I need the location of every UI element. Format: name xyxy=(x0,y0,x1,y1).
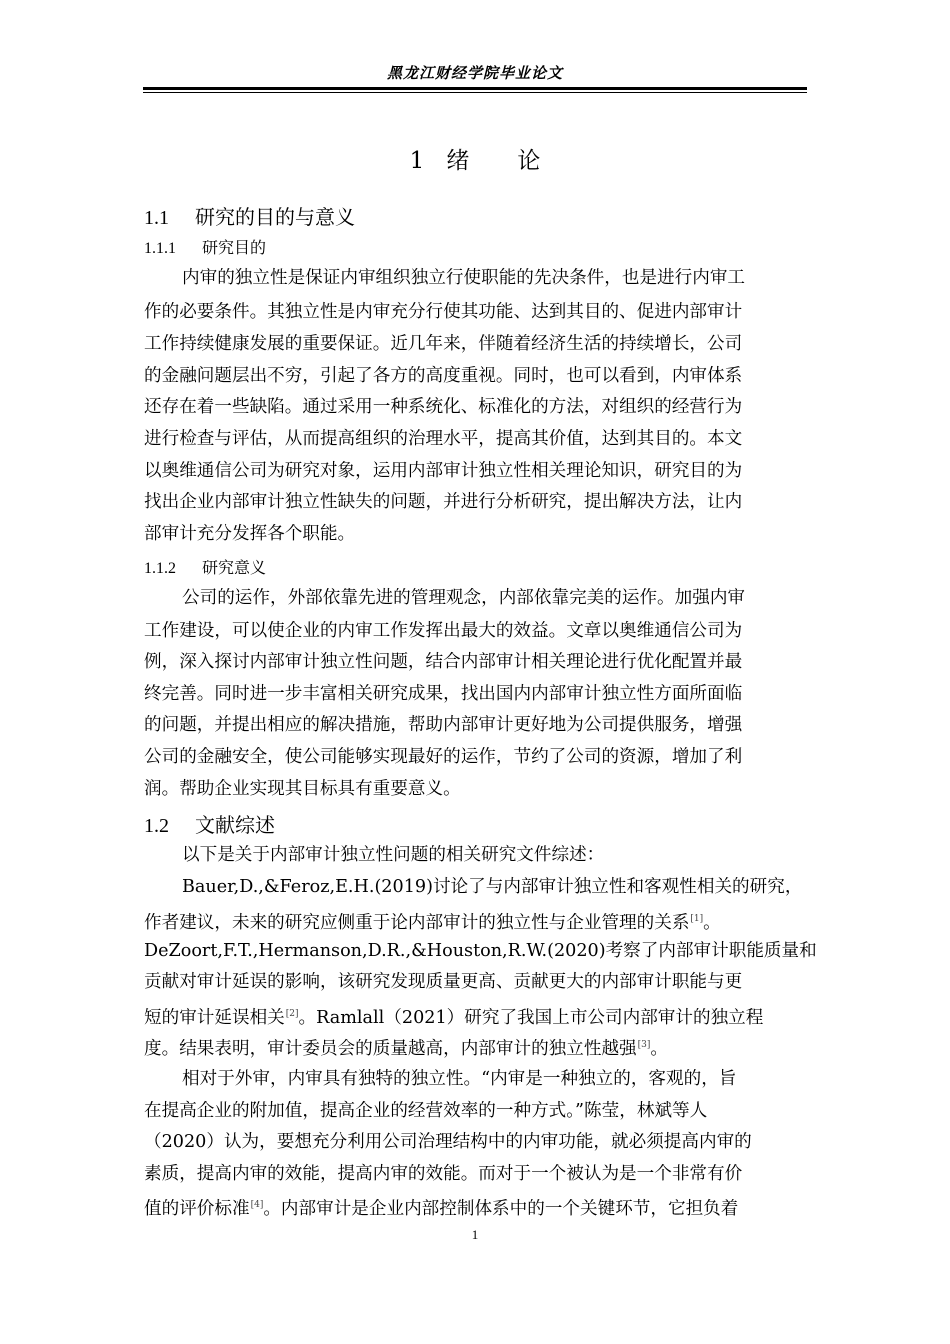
subsection-heading-1-1-2 xyxy=(144,555,266,578)
chapter-heading xyxy=(0,142,950,175)
paragraph-line: 工作建设，可以使企业的内审工作发挥出最大的效益。文章以奥维通信公司为 xyxy=(144,621,743,641)
citation-ref: [1] xyxy=(690,914,704,924)
paragraph-line: 例，深入探讨内部审计独立性问题，结合内部审计相关理论进行优化配置并最 xyxy=(144,652,743,672)
chapter-number: 1 xyxy=(409,148,425,174)
paragraph-line: 内审的独立性是保证内审组织独立行使职能的先决条件，也是进行内审工 xyxy=(182,268,746,288)
section-number: 1.1 xyxy=(144,207,169,229)
citation-ref: [4] xyxy=(250,1200,264,1210)
paragraph-line: 值的评价标准[4]。内部审计是企业内部控制体系中的一个关键环节，它担负着 xyxy=(144,1199,739,1219)
subsection-title: 研究目的 xyxy=(202,238,267,257)
paragraph-line: 还存在着一些缺陷。通过采用一种系统化、标准化的方法，对组织的经营行为 xyxy=(144,397,743,417)
section-title: 文献综述 xyxy=(195,813,275,837)
paragraph-line: 工作持续健康发展的重要保证。近几年来，伴随着经济生活的持续增长，公司 xyxy=(144,334,743,354)
section-number: 1.2 xyxy=(144,815,169,837)
paragraph-line: 度。结果表明，审计委员会的质量越高，内部审计的独立性越强[3]。 xyxy=(144,1039,668,1059)
paragraph-line: 终完善。同时进一步丰富相关研究成果，找出国内内部审计独立性方面所面临 xyxy=(144,684,743,704)
citation-ref: [2] xyxy=(285,1009,299,1019)
header-rule-thick xyxy=(143,87,807,90)
subsection-number: 1.1.1 xyxy=(144,240,176,257)
header-rule-thin xyxy=(143,92,807,93)
paragraph-line: 找出企业内部审计独立性缺失的问题，并进行分析研究，提出解决方法，让内 xyxy=(144,492,743,512)
paragraph-line: 作的必要条件。其独立性是内审充分行使其功能、达到其目的、促进内部审计 xyxy=(144,302,743,322)
paragraph-line: 润。帮助企业实现其目标具有重要意义。 xyxy=(144,779,461,799)
paragraph-line: 以奥维通信公司为研究对象，运用内部审计独立性相关理论知识，研究目的为 xyxy=(144,461,743,481)
section-heading-1-2 xyxy=(144,809,275,838)
subsection-heading-1-1-1 xyxy=(144,235,266,258)
paragraph-line: 公司的金融安全，使公司能够实现最好的运作，节约了公司的资源，增加了利 xyxy=(144,747,743,767)
subsection-number: 1.1.2 xyxy=(144,560,176,577)
chapter-title-part1: 绪 xyxy=(446,148,470,174)
paragraph-line: 公司的运作，外部依靠先进的管理观念，内部依靠完美的运作。加强内审 xyxy=(182,588,746,608)
paragraph-line: 部审计充分发挥各个职能。 xyxy=(144,524,356,544)
chapter-title-part2: 论 xyxy=(517,148,541,174)
subsection-title: 研究意义 xyxy=(202,558,267,577)
paragraph-line: （2020）认为，要想充分利用公司治理结构中的内审功能，就必须提高内审的 xyxy=(144,1132,752,1152)
paragraph-line: 的金融问题层出不穷，引起了各方的高度重视。同时，也可以看到，内审体系 xyxy=(144,366,743,386)
paragraph-line: DeZoort,F.T.,Hermanson,D.R.,&Houston,R.W.(2020)考察了内部审计职能质量和 xyxy=(144,941,817,961)
paragraph-line: Bauer,D.,&Feroz,E.H.(2019)讨论了与内部审计独立性和客观性相关的研究， xyxy=(182,877,803,897)
paragraph-line: 相对于外审，内审具有独特的独立性。“内审是一种独立的，客观的，旨 xyxy=(182,1069,737,1089)
paragraph-line: 短的审计延误相关[2]。Ramlall（2021）研究了我国上市公司内部审计的独立程 xyxy=(144,1008,764,1028)
section-title: 研究的目的与意义 xyxy=(195,205,355,229)
paragraph-line: 作者建议，未来的研究应侧重于论内部审计的独立性与企业管理的关系[1]。 xyxy=(144,913,721,933)
paragraph-line: 在提高企业的附加值，提高企业的经营效率的一种方式。”陈莹，林斌等人 xyxy=(144,1101,708,1121)
paragraph-line: 素质，提高内审的效能，提高内审的效能。而对于一个被认为是一个非常有价 xyxy=(144,1164,743,1184)
paragraph-line: 的问题，并提出相应的解决措施，帮助内部审计更好地为公司提供服务，增强 xyxy=(144,715,743,735)
paragraph-line: 以下是关于内部审计独立性问题的相关研究文件综述： xyxy=(182,845,605,865)
running-header: 黑龙江财经学院毕业论文 xyxy=(386,64,563,82)
paragraph-line: 贡献对审计延误的影响，该研究发现质量更高、贡献更大的内部审计职能与更 xyxy=(144,972,743,992)
citation-ref: [3] xyxy=(637,1040,651,1050)
section-heading-1-1 xyxy=(144,201,355,230)
paragraph-line: 进行检查与评估，从而提高组织的治理水平，提高其价值，达到其目的。本文 xyxy=(144,429,743,449)
page-number: 1 xyxy=(471,1227,479,1242)
